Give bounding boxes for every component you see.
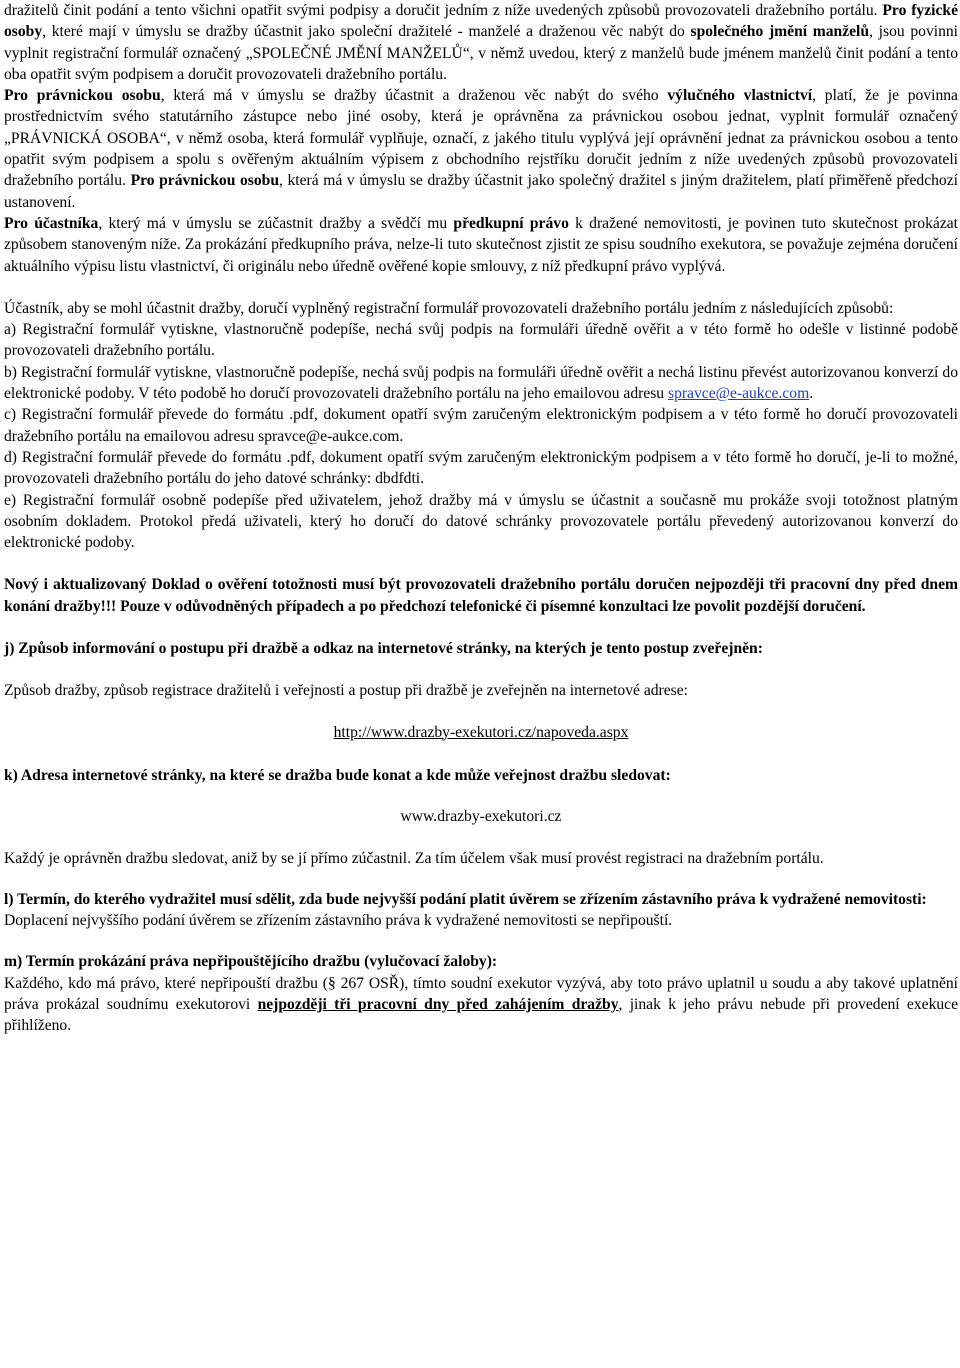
section-m-heading: m) Termín prokázání práva nepřipouštějícího dražbu (vylučovací žaloby): [4,953,498,971]
delivery-option-d: d) Registrační formulář převede do formátu .pdf, dokument opatří svým zaručeným elektronickým podpisem a v této formě ho doručí, je-li to možné, provozovateli dražebního portálu do jeho datové schránky: dbdfdti. [4,448,958,488]
document-page [4,0,958,1037]
paragraph-text: dražitelů činit podání a tento všichni opatřit svými podpisy a doručit jedním z níže uvedených způsobů provozovateli dražebního portálu. [4,2,878,19]
paragraph-text: , která má v úmyslu se dražby účastnit a draženou věc nabýt do svého [160,87,668,105]
deadline-notice: Nový i aktualizovaný Doklad o ověření totožnosti musí být provozovateli dražebního portálu doručen nejpozději tři pracovní dny před dnem konání dražby!!! Pouze v odůvodněných případech a po předchozí telefonické či písemné konzultaci lze povolit pozdější doručení. [4,576,958,615]
paragraph-text: k dražené nemovitosti, je povinen tuto skutečnost prokázat způsobem stanoveným níže. Za prokázání předkupního práva, nelze-li tuto skutečnost zjistit ze spisu soudního exekutora, se považuje zejména doručení aktuálního výpisu listu vlastnictví, či originálu nebo úředně ověřené kopie smlouvy, z níž předkupní právo vyplývá. [4,214,958,275]
section-j-url-line [4,722,958,743]
underlined-deadline: nejpozději tři pracovní dny před zahájením dražby [257,995,619,1013]
bold-lead: Pro fyzické osoby [4,2,958,41]
paragraph-legal-person [4,85,958,213]
paragraph-text: , jsou povinni vyplnit registrační formulář označený „SPOLEČNÉ JMĚNÍ MANŽELŮ“, v němž uvedou, který z manželů bude jménem manželů činit podání a tento oba opatřit svým podpisem a doručit provozovateli dražebního portálu. [4,23,958,83]
paragraph-text: , které mají v úmyslu se dražby účastnit jako společní dražitelé - manželé a draženou věc nabýt do [42,23,691,41]
email-link[interactable]: spravce@e-aukce.com [668,385,810,403]
paragraph-text: , která má v úmyslu se dražby účastnit jako společný dražitel s jiným dražitelem, platí přiměřeně předchozí ustanovení. [4,172,958,211]
bold-lead: Pro účastníka [4,214,99,232]
section-j-text: Způsob dražby, způsob registrace dražitelů i veřejnosti a postup při dražbě je zveřejněn na internetové adrese: [4,682,688,700]
section-l-text: Doplacení nejvyššího podání úvěrem se zřízením zástavního práva k vydražené nemovitosti se nepřipouští. [4,912,673,930]
delivery-option-a: a) Registrační formulář vytiskne, vlastnoručně podepíše, nechá svůj podpis na formuláři úředně ověřit a v této formě ho odešle v listinné podobě provozovateli dražebního portálu. [4,321,958,360]
section-m-text [4,973,958,1037]
paragraph-delivery-intro: Účastník, aby se mohl účastnit dražby, doručí vyplněný registrační formulář provozovateli dražebního portálu jedním z následujících způsobů: [4,299,894,317]
paragraph-text: . [809,385,814,403]
paragraph-text: , který má v úmyslu se zúčastnit dražby a svědčí mu [98,214,454,232]
paragraph-text: b) Registrační formulář vytiskne, vlastnoručně podepíše, nechá svůj podpis na formuláři úředně ověřit a nechá listinu převést autorizovanou konverzí do elektronické podoby. V této podobě ho doručí provozovateli dražebního portálu na jeho emailovou adresu [4,363,958,403]
paragraph-text: , jinak k jeho právu nebude při provedení exekuce přihlíženo. [4,995,959,1035]
section-j-heading: j) Způsob informování o postupu při dražbě a odkaz na internetové stránky, na kterých je tento postup zveřejněn: [4,640,763,658]
section-k-text: Každý je oprávněn dražbu sledovat, aniž by se jí přímo zúčastnil. Za tím účelem však musí provést registraci na dražebním portálu. [4,849,824,867]
bold-term: výlučného vlastnictví [667,87,813,105]
paragraph-preemption [4,213,958,277]
portal-url: www.drazby-exekutori.cz [400,808,562,826]
section-l-heading: l) Termín, do kterého vydražitel musí sdělit, zda bude nejvyšší podání platit úvěrem se zřízením zástavního práva k vydražené nemovitosti: [4,890,927,908]
section-k-url-line [4,806,958,827]
bold-lead: Pro právnickou osobu [130,172,279,190]
paragraph-text: , platí, že je povinna prostřednictvím svého statutárního zástupce nebo jiné osoby, která je oprávněna za právnickou osobou jednat, vyplnit formulář označený „PRÁVNICKÁ OSOBA“, v němž osoba, která formulář vyplňuje, označí, z jakého titulu vyplývá její oprávnění jednat za právnickou osobou a tento opatřit svým podpisem a spolu s ověřeným aktuálním výpisem z obchodního rejstříku doručit jedním z níže uvedených způsobů provozovateli dražebního portálu. [4,87,958,190]
paragraph-continuation [4,0,958,85]
bold-term: společného jmění manželů [690,23,870,41]
paragraph-text: Každého, kdo má právo, které nepřipouští dražbu (§ 267 OSŘ), tímto soudní exekutor vyzývá, aby toto právo uplatnil u soudu a aby takové uplatnění práva prokázal soudnímu exekutorovi [4,974,958,1013]
delivery-option-c: c) Registrační formulář převede do formátu .pdf, dokument opatří svým zaručeným elektronickým podpisem a v této formě ho doručí provozovateli dražebního portálu na emailovou adresu spravce@e-aukce.com. [4,406,958,445]
napoveda-link[interactable]: http://www.drazby-exekutori.cz/napoveda.aspx [333,723,629,741]
delivery-option-e: e) Registrační formulář osobně podepíše před uživatelem, jehož dražby má v úmyslu se účastnit a současně mu prokáže svoji totožnost platným osobním dokladem. Protokol předá uživateli, který ho doručí do datové schránky provozovatele portálu převedený autorizovanou konverzí do elektronické podoby. [4,491,958,552]
bold-term: předkupní právo [453,214,569,232]
delivery-option-b [4,362,958,405]
section-k-heading: k) Adresa internetové stránky, na které se dražba bude konat a kde může veřejnost dražbu sledovat: [4,766,671,784]
bold-lead: Pro právnickou osobu [4,87,161,105]
